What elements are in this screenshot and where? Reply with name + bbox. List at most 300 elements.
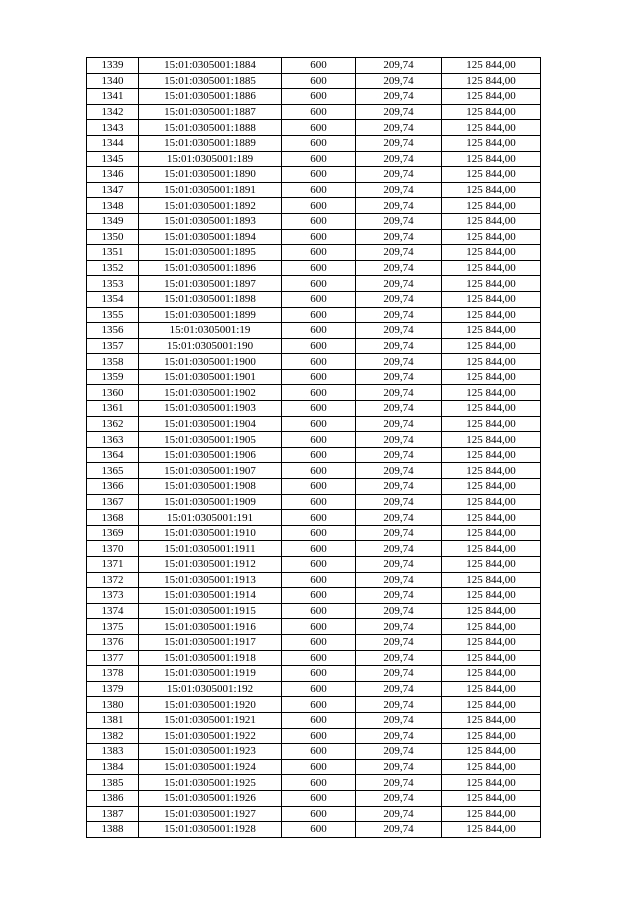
table-row: [87, 494, 541, 510]
area-cell: 600: [282, 759, 356, 775]
price-per-unit-cell: 209,74: [356, 822, 442, 838]
area-cell: 600: [282, 494, 356, 510]
cadastral-number-cell: 15:01:0305001:1893: [139, 213, 282, 229]
cadastral-number-cell: 15:01:0305001:1922: [139, 728, 282, 744]
price-per-unit-cell: 209,74: [356, 588, 442, 604]
area-cell: 600: [282, 588, 356, 604]
cadastral-number-cell: 15:01:0305001:1928: [139, 822, 282, 838]
row-number-cell: 1379: [87, 681, 139, 697]
row-number-cell: 1345: [87, 151, 139, 167]
total-value-cell: 125 844,00: [442, 790, 541, 806]
cadastral-number-cell: 15:01:0305001:191: [139, 510, 282, 526]
cadastral-number-cell: 15:01:0305001:1892: [139, 198, 282, 214]
total-value-cell: 125 844,00: [442, 89, 541, 105]
area-cell: 600: [282, 697, 356, 713]
area-cell: 600: [282, 89, 356, 105]
cadastral-number-cell: 15:01:0305001:1886: [139, 89, 282, 105]
total-value-cell: 125 844,00: [442, 73, 541, 89]
cadastral-number-cell: 15:01:0305001:1905: [139, 432, 282, 448]
total-value-cell: 125 844,00: [442, 510, 541, 526]
row-number-cell: 1367: [87, 494, 139, 510]
total-value-cell: 125 844,00: [442, 167, 541, 183]
cadastral-number-cell: 15:01:0305001:1900: [139, 354, 282, 370]
table-row: [87, 775, 541, 791]
area-cell: 600: [282, 447, 356, 463]
row-number-cell: 1349: [87, 213, 139, 229]
table-row: [87, 432, 541, 448]
total-value-cell: 125 844,00: [442, 806, 541, 822]
area-cell: 600: [282, 744, 356, 760]
table-row: [87, 229, 541, 245]
cadastral-number-cell: 15:01:0305001:1912: [139, 557, 282, 573]
price-per-unit-cell: 209,74: [356, 276, 442, 292]
cadastral-number-cell: 15:01:0305001:1925: [139, 775, 282, 791]
area-cell: 600: [282, 416, 356, 432]
table-row: [87, 291, 541, 307]
area-cell: 600: [282, 260, 356, 276]
price-per-unit-cell: 209,74: [356, 58, 442, 74]
table-row: [87, 541, 541, 557]
area-cell: 600: [282, 369, 356, 385]
table-row: [87, 557, 541, 573]
price-per-unit-cell: 209,74: [356, 666, 442, 682]
row-number-cell: 1375: [87, 619, 139, 635]
cadastral-number-cell: 15:01:0305001:1915: [139, 603, 282, 619]
table-row: [87, 104, 541, 120]
cadastral-number-cell: 15:01:0305001:1884: [139, 58, 282, 74]
price-per-unit-cell: 209,74: [356, 323, 442, 339]
area-cell: 600: [282, 338, 356, 354]
total-value-cell: 125 844,00: [442, 775, 541, 791]
row-number-cell: 1370: [87, 541, 139, 557]
cadastral-number-cell: 15:01:0305001:1891: [139, 182, 282, 198]
table-row: [87, 447, 541, 463]
total-value-cell: 125 844,00: [442, 260, 541, 276]
price-per-unit-cell: 209,74: [356, 307, 442, 323]
table-row: [87, 603, 541, 619]
table-row: [87, 369, 541, 385]
price-per-unit-cell: 209,74: [356, 338, 442, 354]
total-value-cell: 125 844,00: [442, 494, 541, 510]
area-cell: 600: [282, 291, 356, 307]
row-number-cell: 1380: [87, 697, 139, 713]
table-row: [87, 323, 541, 339]
table-row: [87, 260, 541, 276]
price-per-unit-cell: 209,74: [356, 213, 442, 229]
table-row: [87, 167, 541, 183]
row-number-cell: 1383: [87, 744, 139, 760]
price-per-unit-cell: 209,74: [356, 291, 442, 307]
table-row: [87, 619, 541, 635]
price-per-unit-cell: 209,74: [356, 510, 442, 526]
cadastral-number-cell: 15:01:0305001:19: [139, 323, 282, 339]
cadastral-number-cell: 15:01:0305001:1889: [139, 135, 282, 151]
table-row: [87, 120, 541, 136]
area-cell: 600: [282, 167, 356, 183]
total-value-cell: 125 844,00: [442, 291, 541, 307]
row-number-cell: 1361: [87, 401, 139, 417]
table-row: [87, 822, 541, 838]
row-number-cell: 1373: [87, 588, 139, 604]
price-per-unit-cell: 209,74: [356, 369, 442, 385]
row-number-cell: 1369: [87, 525, 139, 541]
total-value-cell: 125 844,00: [442, 759, 541, 775]
total-value-cell: 125 844,00: [442, 822, 541, 838]
table-row: [87, 744, 541, 760]
cadastral-number-cell: 15:01:0305001:1898: [139, 291, 282, 307]
land-plots-table: [86, 57, 541, 838]
total-value-cell: 125 844,00: [442, 307, 541, 323]
price-per-unit-cell: 209,74: [356, 572, 442, 588]
row-number-cell: 1376: [87, 634, 139, 650]
price-per-unit-cell: 209,74: [356, 73, 442, 89]
total-value-cell: 125 844,00: [442, 572, 541, 588]
cadastral-number-cell: 15:01:0305001:1909: [139, 494, 282, 510]
cadastral-number-cell: 15:01:0305001:1926: [139, 790, 282, 806]
area-cell: 600: [282, 666, 356, 682]
area-cell: 600: [282, 432, 356, 448]
table-row: [87, 806, 541, 822]
price-per-unit-cell: 209,74: [356, 447, 442, 463]
cadastral-number-cell: 15:01:0305001:1911: [139, 541, 282, 557]
table-row: [87, 245, 541, 261]
row-number-cell: 1377: [87, 650, 139, 666]
price-per-unit-cell: 209,74: [356, 806, 442, 822]
total-value-cell: 125 844,00: [442, 416, 541, 432]
table-row: [87, 479, 541, 495]
area-cell: 600: [282, 120, 356, 136]
table-row: [87, 697, 541, 713]
table-row: [87, 712, 541, 728]
total-value-cell: 125 844,00: [442, 58, 541, 74]
price-per-unit-cell: 209,74: [356, 151, 442, 167]
table-row: [87, 728, 541, 744]
row-number-cell: 1364: [87, 447, 139, 463]
total-value-cell: 125 844,00: [442, 369, 541, 385]
row-number-cell: 1356: [87, 323, 139, 339]
price-per-unit-cell: 209,74: [356, 603, 442, 619]
price-per-unit-cell: 209,74: [356, 432, 442, 448]
area-cell: 600: [282, 681, 356, 697]
table-row: [87, 307, 541, 323]
price-per-unit-cell: 209,74: [356, 416, 442, 432]
total-value-cell: 125 844,00: [442, 525, 541, 541]
total-value-cell: 125 844,00: [442, 385, 541, 401]
table-row: [87, 385, 541, 401]
total-value-cell: 125 844,00: [442, 712, 541, 728]
area-cell: 600: [282, 182, 356, 198]
row-number-cell: 1341: [87, 89, 139, 105]
area-cell: 600: [282, 307, 356, 323]
total-value-cell: 125 844,00: [442, 323, 541, 339]
row-number-cell: 1357: [87, 338, 139, 354]
area-cell: 600: [282, 525, 356, 541]
row-number-cell: 1374: [87, 603, 139, 619]
row-number-cell: 1342: [87, 104, 139, 120]
total-value-cell: 125 844,00: [442, 276, 541, 292]
cadastral-number-cell: 15:01:0305001:1923: [139, 744, 282, 760]
row-number-cell: 1371: [87, 557, 139, 573]
area-cell: 600: [282, 650, 356, 666]
cadastral-number-cell: 15:01:0305001:1888: [139, 120, 282, 136]
total-value-cell: 125 844,00: [442, 401, 541, 417]
price-per-unit-cell: 209,74: [356, 790, 442, 806]
cadastral-number-cell: 15:01:0305001:1913: [139, 572, 282, 588]
area-cell: 600: [282, 603, 356, 619]
total-value-cell: 125 844,00: [442, 151, 541, 167]
total-value-cell: 125 844,00: [442, 634, 541, 650]
table-row: [87, 790, 541, 806]
row-number-cell: 1382: [87, 728, 139, 744]
row-number-cell: 1359: [87, 369, 139, 385]
price-per-unit-cell: 209,74: [356, 260, 442, 276]
total-value-cell: 125 844,00: [442, 479, 541, 495]
price-per-unit-cell: 209,74: [356, 759, 442, 775]
table-row: [87, 338, 541, 354]
table-row: [87, 182, 541, 198]
price-per-unit-cell: 209,74: [356, 167, 442, 183]
area-cell: 600: [282, 775, 356, 791]
cadastral-number-cell: 15:01:0305001:1921: [139, 712, 282, 728]
area-cell: 600: [282, 73, 356, 89]
price-per-unit-cell: 209,74: [356, 634, 442, 650]
cadastral-number-cell: 15:01:0305001:1919: [139, 666, 282, 682]
price-per-unit-cell: 209,74: [356, 557, 442, 573]
cadastral-number-cell: 15:01:0305001:1903: [139, 401, 282, 417]
area-cell: 600: [282, 58, 356, 74]
price-per-unit-cell: 209,74: [356, 229, 442, 245]
area-cell: 600: [282, 401, 356, 417]
row-number-cell: 1351: [87, 245, 139, 261]
table-row: [87, 650, 541, 666]
area-cell: 600: [282, 822, 356, 838]
price-per-unit-cell: 209,74: [356, 385, 442, 401]
cadastral-number-cell: 15:01:0305001:190: [139, 338, 282, 354]
cadastral-number-cell: 15:01:0305001:1917: [139, 634, 282, 650]
price-per-unit-cell: 209,74: [356, 182, 442, 198]
row-number-cell: 1368: [87, 510, 139, 526]
price-per-unit-cell: 209,74: [356, 245, 442, 261]
price-per-unit-cell: 209,74: [356, 619, 442, 635]
row-number-cell: 1362: [87, 416, 139, 432]
table-row: [87, 759, 541, 775]
row-number-cell: 1350: [87, 229, 139, 245]
total-value-cell: 125 844,00: [442, 245, 541, 261]
area-cell: 600: [282, 385, 356, 401]
table-row: [87, 510, 541, 526]
cadastral-number-cell: 15:01:0305001:1902: [139, 385, 282, 401]
price-per-unit-cell: 209,74: [356, 104, 442, 120]
total-value-cell: 125 844,00: [442, 463, 541, 479]
table-row: [87, 198, 541, 214]
total-value-cell: 125 844,00: [442, 229, 541, 245]
table-row: [87, 416, 541, 432]
cadastral-number-cell: 15:01:0305001:1887: [139, 104, 282, 120]
cadastral-number-cell: 15:01:0305001:192: [139, 681, 282, 697]
area-cell: 600: [282, 479, 356, 495]
cadastral-number-cell: 15:01:0305001:1894: [139, 229, 282, 245]
row-number-cell: 1386: [87, 790, 139, 806]
total-value-cell: 125 844,00: [442, 697, 541, 713]
row-number-cell: 1352: [87, 260, 139, 276]
table-body: [87, 58, 541, 838]
cadastral-number-cell: 15:01:0305001:1920: [139, 697, 282, 713]
row-number-cell: 1372: [87, 572, 139, 588]
row-number-cell: 1366: [87, 479, 139, 495]
total-value-cell: 125 844,00: [442, 198, 541, 214]
area-cell: 600: [282, 135, 356, 151]
area-cell: 600: [282, 323, 356, 339]
cadastral-number-cell: 15:01:0305001:1916: [139, 619, 282, 635]
area-cell: 600: [282, 634, 356, 650]
row-number-cell: 1340: [87, 73, 139, 89]
row-number-cell: 1343: [87, 120, 139, 136]
cadastral-number-cell: 15:01:0305001:1890: [139, 167, 282, 183]
cadastral-number-cell: 15:01:0305001:1927: [139, 806, 282, 822]
table-row: [87, 401, 541, 417]
cadastral-number-cell: 15:01:0305001:1907: [139, 463, 282, 479]
price-per-unit-cell: 209,74: [356, 198, 442, 214]
table-row: [87, 276, 541, 292]
area-cell: 600: [282, 572, 356, 588]
table-row: [87, 135, 541, 151]
total-value-cell: 125 844,00: [442, 728, 541, 744]
total-value-cell: 125 844,00: [442, 354, 541, 370]
cadastral-number-cell: 15:01:0305001:1885: [139, 73, 282, 89]
cadastral-number-cell: 15:01:0305001:1918: [139, 650, 282, 666]
cadastral-number-cell: 15:01:0305001:1904: [139, 416, 282, 432]
total-value-cell: 125 844,00: [442, 120, 541, 136]
table-row: [87, 588, 541, 604]
row-number-cell: 1387: [87, 806, 139, 822]
total-value-cell: 125 844,00: [442, 447, 541, 463]
area-cell: 600: [282, 104, 356, 120]
total-value-cell: 125 844,00: [442, 541, 541, 557]
row-number-cell: 1339: [87, 58, 139, 74]
price-per-unit-cell: 209,74: [356, 135, 442, 151]
cadastral-number-cell: 15:01:0305001:1896: [139, 260, 282, 276]
total-value-cell: 125 844,00: [442, 432, 541, 448]
total-value-cell: 125 844,00: [442, 603, 541, 619]
row-number-cell: 1363: [87, 432, 139, 448]
price-per-unit-cell: 209,74: [356, 744, 442, 760]
total-value-cell: 125 844,00: [442, 557, 541, 573]
row-number-cell: 1348: [87, 198, 139, 214]
price-per-unit-cell: 209,74: [356, 525, 442, 541]
table-row: [87, 666, 541, 682]
table-row: [87, 58, 541, 74]
table-row: [87, 151, 541, 167]
row-number-cell: 1378: [87, 666, 139, 682]
area-cell: 600: [282, 728, 356, 744]
cadastral-number-cell: 15:01:0305001:1895: [139, 245, 282, 261]
price-per-unit-cell: 209,74: [356, 463, 442, 479]
total-value-cell: 125 844,00: [442, 588, 541, 604]
row-number-cell: 1358: [87, 354, 139, 370]
total-value-cell: 125 844,00: [442, 338, 541, 354]
row-number-cell: 1353: [87, 276, 139, 292]
cadastral-number-cell: 15:01:0305001:1897: [139, 276, 282, 292]
total-value-cell: 125 844,00: [442, 681, 541, 697]
total-value-cell: 125 844,00: [442, 104, 541, 120]
area-cell: 600: [282, 541, 356, 557]
table-row: [87, 354, 541, 370]
area-cell: 600: [282, 463, 356, 479]
row-number-cell: 1354: [87, 291, 139, 307]
price-per-unit-cell: 209,74: [356, 120, 442, 136]
area-cell: 600: [282, 354, 356, 370]
total-value-cell: 125 844,00: [442, 666, 541, 682]
row-number-cell: 1344: [87, 135, 139, 151]
price-per-unit-cell: 209,74: [356, 479, 442, 495]
cadastral-number-cell: 15:01:0305001:189: [139, 151, 282, 167]
area-cell: 600: [282, 229, 356, 245]
area-cell: 600: [282, 712, 356, 728]
area-cell: 600: [282, 276, 356, 292]
table-row: [87, 213, 541, 229]
price-per-unit-cell: 209,74: [356, 541, 442, 557]
total-value-cell: 125 844,00: [442, 182, 541, 198]
table-row: [87, 525, 541, 541]
area-cell: 600: [282, 151, 356, 167]
row-number-cell: 1365: [87, 463, 139, 479]
cadastral-number-cell: 15:01:0305001:1908: [139, 479, 282, 495]
row-number-cell: 1388: [87, 822, 139, 838]
table-row: [87, 73, 541, 89]
price-per-unit-cell: 209,74: [356, 697, 442, 713]
area-cell: 600: [282, 510, 356, 526]
area-cell: 600: [282, 245, 356, 261]
price-per-unit-cell: 209,74: [356, 354, 442, 370]
price-per-unit-cell: 209,74: [356, 775, 442, 791]
table-row: [87, 572, 541, 588]
area-cell: 600: [282, 790, 356, 806]
row-number-cell: 1355: [87, 307, 139, 323]
price-per-unit-cell: 209,74: [356, 89, 442, 105]
table-row: [87, 89, 541, 105]
price-per-unit-cell: 209,74: [356, 712, 442, 728]
total-value-cell: 125 844,00: [442, 135, 541, 151]
total-value-cell: 125 844,00: [442, 213, 541, 229]
area-cell: 600: [282, 619, 356, 635]
row-number-cell: 1381: [87, 712, 139, 728]
cadastral-number-cell: 15:01:0305001:1899: [139, 307, 282, 323]
area-cell: 600: [282, 198, 356, 214]
total-value-cell: 125 844,00: [442, 619, 541, 635]
price-per-unit-cell: 209,74: [356, 681, 442, 697]
price-per-unit-cell: 209,74: [356, 650, 442, 666]
price-per-unit-cell: 209,74: [356, 494, 442, 510]
row-number-cell: 1360: [87, 385, 139, 401]
row-number-cell: 1385: [87, 775, 139, 791]
total-value-cell: 125 844,00: [442, 744, 541, 760]
area-cell: 600: [282, 213, 356, 229]
area-cell: 600: [282, 557, 356, 573]
table-row: [87, 463, 541, 479]
table-row: [87, 634, 541, 650]
row-number-cell: 1347: [87, 182, 139, 198]
cadastral-number-cell: 15:01:0305001:1906: [139, 447, 282, 463]
total-value-cell: 125 844,00: [442, 650, 541, 666]
area-cell: 600: [282, 806, 356, 822]
price-per-unit-cell: 209,74: [356, 728, 442, 744]
cadastral-number-cell: 15:01:0305001:1910: [139, 525, 282, 541]
cadastral-number-cell: 15:01:0305001:1924: [139, 759, 282, 775]
table-row: [87, 681, 541, 697]
cadastral-number-cell: 15:01:0305001:1914: [139, 588, 282, 604]
price-per-unit-cell: 209,74: [356, 401, 442, 417]
row-number-cell: 1384: [87, 759, 139, 775]
